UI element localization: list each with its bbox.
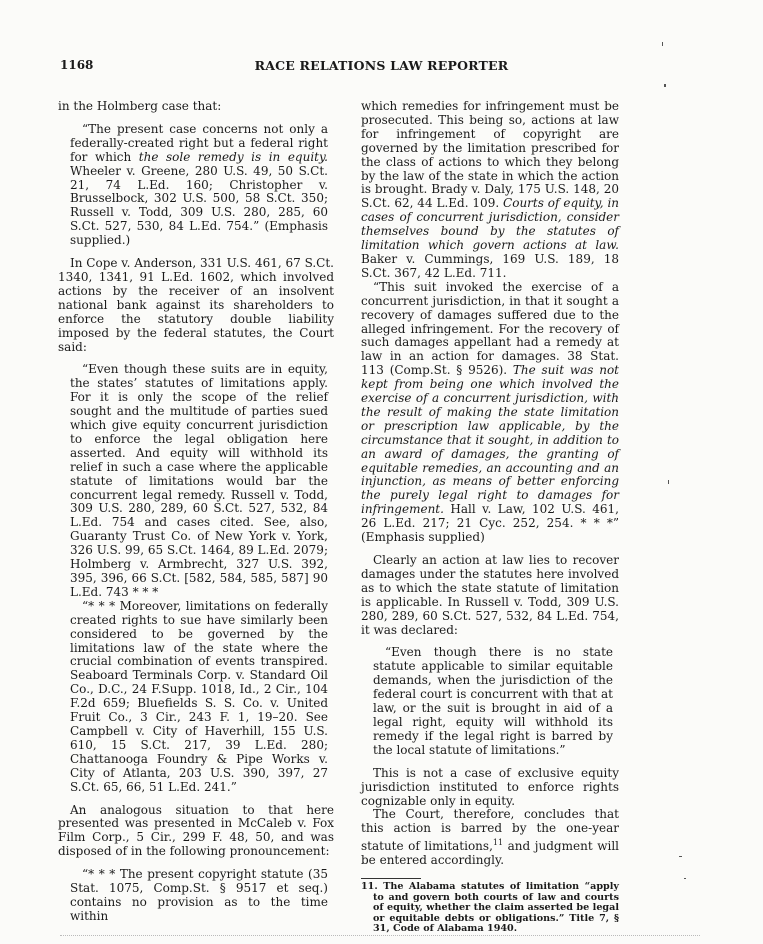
paragraph: In Cope v. Anderson, 331 U.S. 461, 67 S.Ct. 1340, 1341, 91 L.Ed. 1602, which involved actions by the receiver of an insolvent national bank against its shareholders to enforce the statutory double liability imposed by the federal statutes, the Court said:	[58, 256, 334, 354]
right-column	[361, 100, 619, 935]
page-bottom-edge	[60, 935, 700, 936]
footnote-ref: 11	[492, 838, 504, 848]
page-number: 1168	[60, 58, 94, 72]
paragraph: in the Holmberg case that:	[58, 99, 222, 113]
block-quote: “* * * Moreover, limitations on federally created rights to sue have similarly been considered to be governed by the limitations law of the state where the crucial combination of events transpired. Seaboard Terminals Corp. v. Standard Oil Co., D.C., 24 F.Supp. 1018, Id., 2 Cir., 104 F.2d 659; Bluefields S. S. Co. v. United Fruit Co., 3 Cir., 243 F. 1, 19–20. See Campbell v. City of Haverhill, 155 U.S. 610, 15 S.Ct. 217, 39 L.Ed. 280; Chattanooga Foundry & Pipe Works v. City of Atlanta, 203 U.S. 390, 397, 27 S.Ct. 65, 66, 51 L.Ed. 241.”	[70, 598, 328, 794]
emphasis: The suit was not kept from being one which involved the exercise of a concurrent jurisdiction, with the result of making the state limitation or prescription law applicable, by the circumstance that it sought, in addition to an award of damages, the granting of equitable remedies, an accounting and an injunction, as means of better enforcing the purely legal right to damages for infringement.	[361, 363, 619, 517]
scan-speck	[664, 84, 666, 87]
footnote-text: The Alabama statutes of limitation “apply to and govern both courts of law and courts of equity, whether the claim asserted be legal or equitable debts or obligations.” Title 7, § 31, Code of Alabama 1940.	[373, 881, 619, 935]
emphasis: the sole remedy is in equity.	[138, 149, 328, 164]
scan-speck	[684, 878, 686, 879]
footnote-number: 11.	[361, 881, 378, 893]
paragraph: This is not a case of exclusive equity jurisdiction instituted to enforce rights cognizable only in equity.	[361, 765, 619, 808]
block-quote: “The present case concerns not only a federally-created right but a federal right for which the sole remedy is in equity. Wheeler v. Greene, 280 U.S. 49, 50 S.Ct. 21, 74 L.Ed. 160; Christopher v. Brusselbock, 302 U.S. 500, 58 S.Ct. 350; Russell v. Todd, 309 U.S. 280, 285, 60 S.Ct. 527, 530, 84 L.Ed. 754.” (Emphasis supplied.)	[70, 121, 328, 248]
emphasis: Courts of equity, in cases of concurrent jurisdiction, consider themselves bound by the statutes of limitation which govern actions at law.	[361, 196, 620, 253]
running-head: RACE RELATIONS LAW REPORTER	[254, 58, 509, 73]
block-quote: which remedies for infringement must be prosecuted. This being so, actions at law for infringement of copyright are governed by the limitation prescribed for the class of actions to which they belong by the law of the state in which the action is brought. Brady v. Daly, 175 U.S. 148, 20 S.Ct. 62, 44 L.Ed. 109. Courts of equity, in cases of concurrent jurisdiction, consider themselves bound by the statutes of limitation which govern actions at law. Baker v. Cummings, 169 U.S. 189, 18 S.Ct. 367, 42 L.Ed. 711.	[361, 99, 620, 280]
block-quote: “* * * The present copyright statute (35 Stat. 1075, Comp.St. § 9517 et seq.) contains no provision as to the time within	[70, 867, 328, 923]
block-quote: “Even though there is no state statute applicable to similar equitable demands, when the jurisdiction of the federal court is concurrent with that at law, or the suit is brought in aid of a legal right, equity will withhold its remedy if the legal right is barred by the local statute of limitations.”	[373, 645, 613, 757]
footnote	[361, 882, 619, 935]
scan-speck	[679, 856, 682, 857]
block-quote: “Even though these suits are in equity, the states’ statutes of limitations apply. For it is only the scope of the relief sought and the multitude of parties sued which give equity concurrent jurisdiction to enforce the legal obligation here asserted. And equity will withhold its relief in such a case where the applicable statute of limitations would bar the concurrent legal remedy. Russell v. Todd, 309 U.S. 280, 289, 60 S.Ct. 527, 532, 84 L.Ed. 754 and cases cited. See, also, Guaranty Trust Co. of New York v. York, 326 U.S. 99, 65 S.Ct. 1464, 89 L.Ed. 2079; Holmberg v. Armbrecht, 327 U.S. 392, 395, 396, 66 S.Ct. [582, 584, 585, 587] 90 L.Ed. 743 * * *	[70, 362, 328, 599]
paragraph: An analogous situation to that here presented was presented in McCaleb v. Fox Film Corp., 5 Cir., 299 F. 48, 50, and was disposed of in the following pronouncement:	[58, 802, 334, 859]
block-quote: “This suit invoked the exercise of a concurrent jurisdiction, in that it sought a recovery of damages suffered due to the alleged infringement. For the recovery of such damages appellant had a remedy at law in an action for damages. 38 Stat. 113 (Comp.St. § 9526). The suit was not kept from being one which involved the exercise of a concurrent jurisdiction, with the result of making the state limitation or prescription law applicable, by the circumstance that it sought, in addition to an award of damages, the granting of equitable remedies, an accounting and an injunction, as means of better enforcing the purely legal right to damages for infringement. Hall v. Law, 102 U.S. 461, 26 L.Ed. 217; 21 Cyc. 252, 254. * * *” (Emphasis supplied)	[361, 279, 619, 545]
scan-speck	[662, 42, 663, 46]
paragraph: Clearly an action at law lies to recover damages under the statutes here involved as to which the state statute of limitation is applicable. In Russell v. Todd, 309 U.S. 280, 289, 60 S.Ct. 527, 532, 84 L.Ed. 754, it was declared:	[361, 553, 619, 637]
scan-speck	[668, 480, 669, 484]
footnote-rule	[361, 878, 421, 879]
paragraph: The Court, therefore, concludes that this action is barred by the one-year statute of limitations,$^{11}$ and judgment will be entered accordingly.	[361, 807, 620, 868]
left-column	[58, 100, 334, 924]
